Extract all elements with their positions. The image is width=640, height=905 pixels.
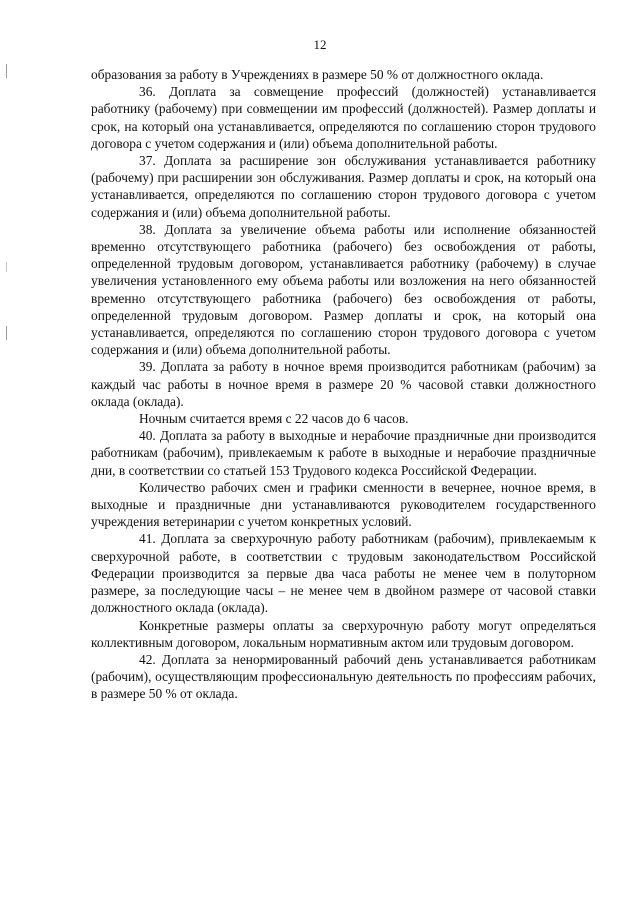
paragraph-item-39: 39. Доплата за работу в ночное время производится работникам (рабочим) за каждый час работы в ночное время в размере 20 % часовой ставки должностного оклада (оклада).	[91, 359, 596, 409]
paragraph-overtime-rates: Конкретные размеры оплаты за сверхурочную работу могут определяться коллективным договором, локальным нормативным актом или трудовым договором.	[91, 617, 596, 650]
document-body	[91, 66, 596, 703]
page-number: 12	[313, 37, 327, 52]
paragraph-item-38: 38. Доплата за увеличение объема работы или исполнение обязанностей временно отсутствующего работника (рабочего) без освобождения от работы, определенной трудовым договором, устанавливается работнику (рабочему) в случае увеличения установленного ему объема работы или возложения на него обязанностей временно отсутствующего работника (рабочего) без освобождения от работы, определенной трудовым договором. Размер доплаты и срок, на который она устанавливается, определяются по соглашению сторон трудового договора с учетом содержания и (или) объема дополнительной работы.	[91, 221, 596, 358]
paragraph-night-time: Ночным считается время с 22 часов до 6 часов.	[139, 411, 409, 427]
scan-edge-mark	[6, 64, 7, 78]
scan-edge-mark	[6, 262, 7, 272]
paragraph-continuation: образования за работу в Учреждениях в размере 50 % от должностного оклада.	[91, 67, 544, 82]
paragraph-item-41: 41. Доплата за сверхурочную работу работникам (рабочим), привлекаемым к сверхурочной работе, в соответствии с трудовым законодательством Российской Федерации производится за первые два часа работы не менее чем в полуторном размере, за последующие часы – не менее чем в двойном размере от часовой ставки должностного оклада (оклада).	[91, 531, 596, 616]
paragraph-item-42: 42. Доплата за ненормированный рабочий день устанавливается работникам (рабочим), осуществляющим профессиональную деятельность по профессиям рабочих, в размере 50 % от оклада.	[91, 651, 596, 702]
scan-edge-mark	[6, 326, 7, 340]
paragraph-item-36: 36. Доплата за совмещение профессий (должностей) устанавливается работнику (рабочему) при совмещении им профессий (должностей). Размер доплаты и срок, на который она устанавливается, определяются по соглашению сторон трудового договора с учетом содержания и (или) объема дополнительной работы.	[91, 84, 596, 151]
paragraph-item-37: 37. Доплата за расширение зон обслуживания устанавливается работнику (рабочему) при расширении зон обслуживания. Размер доплаты и срок, на который она устанавливается, определяются по соглашению сторон трудового договора с учетом содержания и (или) объема дополнительной работы.	[91, 153, 596, 220]
paragraph-shift-schedules: Количество рабочих смен и графики сменности в вечернее, ночное время, в выходные и праздничные дни устанавливаются руководителем государственного учреждения ветеринарии с учетом конкретных условий.	[91, 479, 596, 530]
paragraph-item-40: 40. Доплата за работу в выходные и нерабочие праздничные дни производится работникам (рабочим), привлекаемым к работе в выходные и нерабочие праздничные дни, в соответствии со статьей 153 Трудового кодекса Российской Федерации.	[91, 428, 596, 478]
